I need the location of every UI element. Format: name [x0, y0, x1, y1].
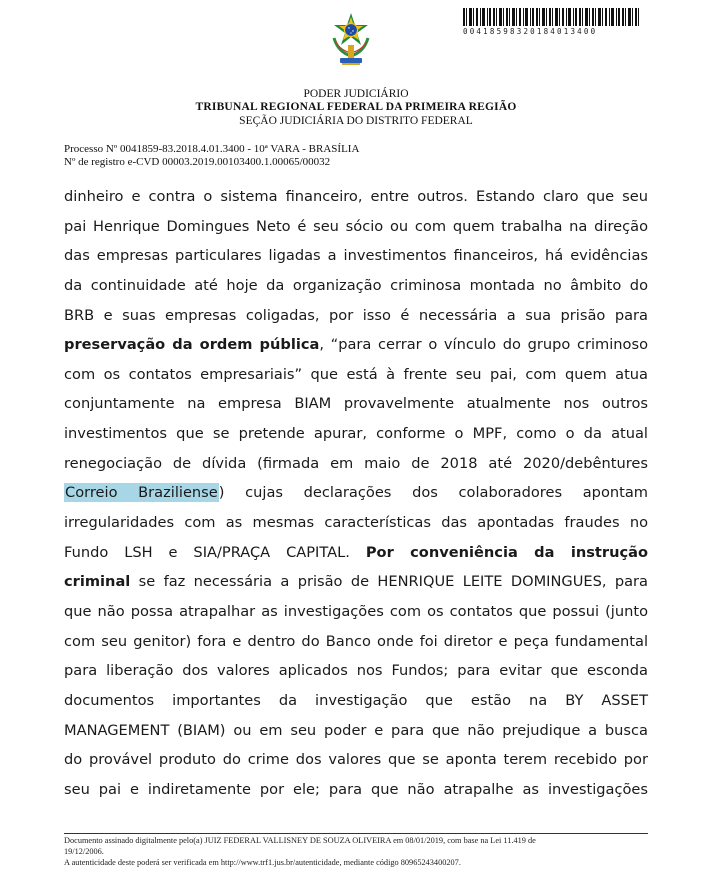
- body-line: investimentos que se pretende apurar, conforme o MPF, como o da atual: [64, 425, 648, 443]
- body-line: da continuidade até hoje da organização criminosa montada no âmbito do: [64, 276, 648, 294]
- body-line: documentos importantes da investigação que estão na BY ASSET: [64, 691, 648, 709]
- body-line: conjuntamente na empresa BIAM provavelmente atualmente nos outros: [64, 395, 648, 413]
- body-text-segment: Fundo LSH e SIA/PRAÇA CAPITAL.: [64, 543, 366, 561]
- body-line: para liberação dos valores aplicados nos Fundos; para evitar que esconda: [64, 662, 648, 680]
- bold-phrase: criminal: [64, 573, 131, 591]
- body-line: que não possa atrapalhar as investigações com os contatos que possui (junto: [64, 602, 648, 620]
- footer-divider: [64, 833, 648, 834]
- body-line: MANAGEMENT (BIAM) ou em seu poder e para que não prejudique a busca: [64, 721, 648, 739]
- barcode-number: 00418598320184013400: [463, 27, 598, 36]
- bold-phrase: preservação da ordem pública: [64, 336, 320, 354]
- body-line: BRB e suas empresas coligadas, por isso é necessária a sua prisão para: [64, 306, 648, 324]
- body-line: seu pai e indiretamente por ele; para que não atrapalhe as investigações: [64, 780, 648, 798]
- body-line: [64, 330, 648, 360]
- footer-signature-date: 19/12/2006.: [64, 847, 104, 856]
- header-judiciary: PODER JUDICIÁRIO: [303, 88, 409, 100]
- body-text-segment: se faz necessária a prisão de HENRIQUE LEITE DOMINGUES, para: [130, 573, 648, 591]
- body-line: [64, 567, 648, 597]
- body-text-segment: , “para cerrar o vínculo do grupo criminoso: [319, 336, 649, 354]
- body-line: com os contatos empresariais” que está à frente seu pai, com quem atua: [64, 365, 648, 383]
- body-line: [64, 538, 648, 568]
- footer-authenticity: A autenticidade deste poderá ser verificada em http://www.trf1.jus.br/autenticidade, mediante código 80965243400207.: [64, 858, 461, 867]
- body-line: irregularidades com as mesmas características das apontadas fraudes no: [64, 514, 648, 532]
- header-court: TRIBUNAL REGIONAL FEDERAL DA PRIMEIRA REGIÃO: [195, 101, 517, 113]
- body-text-segment: ) cujas declarações dos colaboradores apontam: [218, 484, 648, 502]
- body-line: pai Henrique Domingues Neto é seu sócio ou com quem trabalha na direção: [64, 217, 648, 235]
- barcode: [463, 8, 639, 26]
- highlighted-text[interactable]: Correio Braziliense: [65, 484, 218, 502]
- body-line: do provável produto do crime dos valores que se aponta terem recebido por: [64, 751, 648, 769]
- body-line: com seu genitor) fora e dentro do Banco onde foi diretor e peça fundamental: [64, 632, 648, 650]
- registry-number: Nº de registro e-CVD 00003.2019.00103400.1.00065/00032: [64, 156, 331, 168]
- document-body: [64, 182, 648, 804]
- body-line: [64, 478, 648, 508]
- process-number: Processo Nº 0041859-83.2018.4.01.3400 - 10ª VARA - BRASÍLIA: [64, 143, 360, 155]
- body-line: dinheiro e contra o sistema financeiro, entre outros. Estando claro que seu: [64, 188, 648, 205]
- body-line: das empresas particulares ligadas a investimentos financeiros, há evidências: [64, 247, 648, 265]
- bold-phrase: Por conveniência da instrução: [365, 543, 649, 561]
- footer-signature: Documento assinado digitalmente pelo(a) JUIZ FEDERAL VALLISNEY DE SOUZA OLIVEIRA em 08/01/2019, com base na Lei 11.419 de: [64, 836, 536, 845]
- brazil-coat-of-arms-icon: [328, 12, 374, 68]
- body-line: renegociação de dívida (firmada em maio de 2018 até 2020/debêntures: [64, 454, 648, 472]
- header-section: SEÇÃO JUDICIÁRIA DO DISTRITO FEDERAL: [239, 115, 473, 127]
